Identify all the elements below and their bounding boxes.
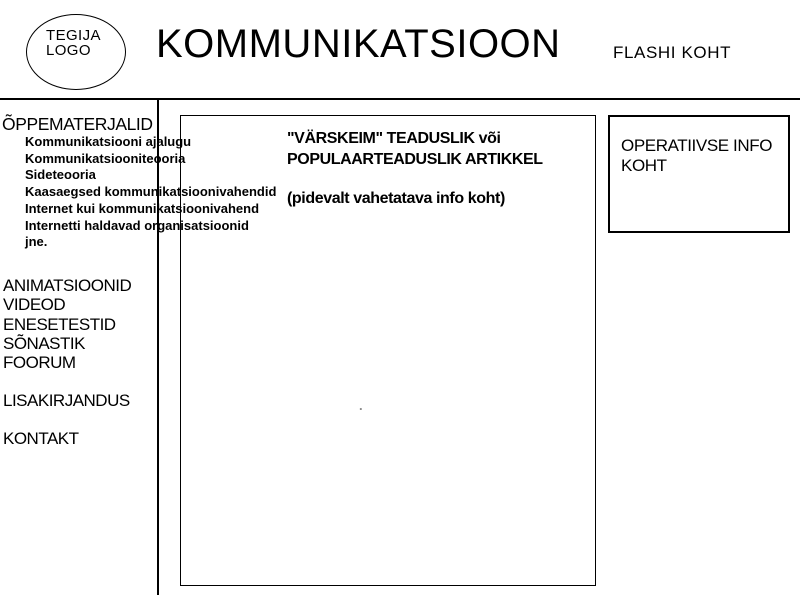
menu-link[interactable]: ANIMATSIOONID [3,276,132,295]
article-headline-line2: POPULAARTEADUSLIK ARTIKKEL [287,150,543,168]
author-logo-text [46,28,101,58]
topic-link[interactable]: Internet kui kommunikatsioonivahend [25,200,260,216]
flash-placeholder-label: FLASHI KOHT [613,43,732,62]
author-logo-ellipse[interactable] [26,14,126,90]
main-menu [3,276,131,449]
article-placeholder-box [180,115,596,586]
topic-link[interactable]: Internetti haldavad organisatsioonid [25,217,249,233]
menu-link[interactable]: VIDEOD [3,295,66,315]
topic-link[interactable]: Kaasaegsed kommunikatsioonivahendid [25,184,277,200]
topic-link[interactable]: Sideteooria [25,167,96,183]
topic-link[interactable]: Kommunikatsiooniteooria [25,150,186,166]
topic-link[interactable]: jne. [25,234,48,250]
header-divider-line [0,98,800,100]
sidebar-item-oppematerjalid[interactable]: ÕPPEMATERJALID [2,114,153,134]
info-box-label: OPERATIIVSE INFO KOHT [621,136,773,175]
menu-link[interactable]: SÕNASTIK [3,333,85,353]
menu-link[interactable]: ENESETESTID [3,314,116,334]
menu-link[interactable]: KONTAKT [3,429,79,449]
logo-line-2: LOGO [46,42,91,59]
logo-line-1: TEGIJA [46,27,101,44]
menu-link[interactable]: LISAKIRJANDUS [3,390,130,410]
article-note: (pidevalt vahetatava info koht) [287,190,505,207]
info-placeholder-box [608,115,790,233]
topic-link[interactable]: Kommunikatsiooni ajalugu [25,134,192,149]
article-placeholder-text [287,129,543,210]
article-headline-line1: "VÄRSKEIM" TEADUSLIK või [287,130,501,147]
page-title: KOMMUNIKATSIOON [156,22,561,66]
menu-link[interactable]: FOORUM [3,353,76,373]
stray-mark: . [359,398,363,413]
